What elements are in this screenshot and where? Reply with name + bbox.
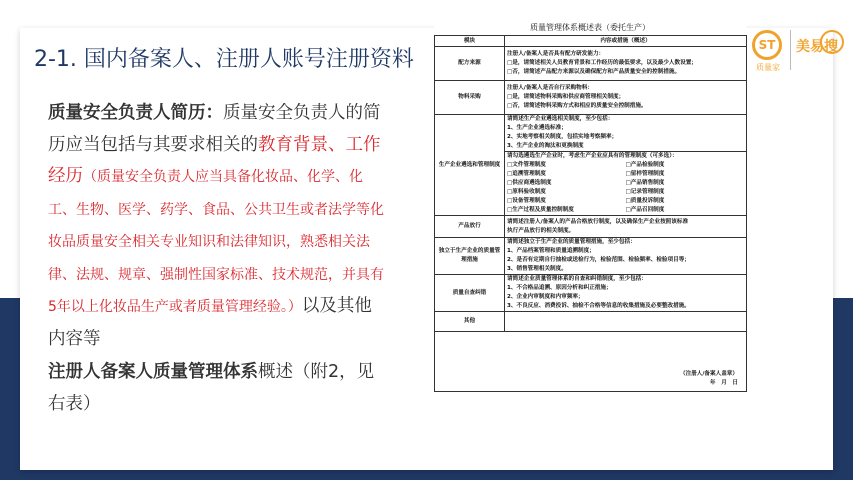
checkbox-option[interactable]: □产品检验制度 xyxy=(625,162,665,168)
checkbox-options xyxy=(507,161,744,215)
form-line: 注册人/备案人是否具有配方研发能力： xyxy=(507,51,605,57)
checkbox-option[interactable]: □留样管理制度 xyxy=(625,171,665,177)
table-row xyxy=(435,81,747,115)
content-production-b xyxy=(505,152,747,216)
form-line: 请勾选遴选生产企业时，考虑生产企业应具有的管理制度（可多选）： xyxy=(507,153,678,159)
form-line: 请简述独立于生产企业的质量管理措施，至少包括： xyxy=(507,239,636,245)
form-line: □是，请简述相关人员教育背景和工作经历的最低要求，以及最少人数设置； xyxy=(507,60,697,66)
table-row xyxy=(435,312,747,332)
checkbox-option[interactable]: □设备管理制度 xyxy=(507,198,546,204)
form-line: 1、生产企业遴选标准； xyxy=(507,125,567,131)
slide-title: 2-1. 国内备案人、注册人账号注册资料 xyxy=(34,47,414,72)
signature-row xyxy=(435,332,747,392)
form-line: 1、不合格品追溯、原因分析和纠正措施； xyxy=(507,285,612,291)
form-line: 2、企业内审制度和内审频率； xyxy=(507,294,584,300)
module-procurement: 物料采购 xyxy=(435,81,505,115)
content-other[interactable] xyxy=(505,312,747,332)
module-production: 生产企业遴选和管理制度 xyxy=(435,115,505,216)
checkbox-option[interactable]: □生产过程及质量控制制度 xyxy=(507,207,574,213)
p1-text-a: 质量安全负责人的简历应当包括与其要求相关的 xyxy=(48,103,381,155)
form-line: 执行产品放行的相关制度。 xyxy=(507,227,575,234)
header-module: 模块 xyxy=(435,36,505,47)
date-label: 年 月 日 xyxy=(710,380,738,386)
form-line: 请简述生产企业遴选相关制度，至少包括： xyxy=(507,116,614,122)
module-formula: 配方来源 xyxy=(435,47,505,81)
checkbox-option[interactable]: □供应商遴选制度 xyxy=(507,180,552,186)
content-production-a xyxy=(505,115,747,152)
content-formula xyxy=(505,47,747,81)
checkbox-option[interactable]: □文件管理制度 xyxy=(507,162,546,168)
form-line: 注册人/备案人是否自行采购物料： xyxy=(507,85,593,91)
checkbox-option[interactable]: □原料验收制度 xyxy=(507,189,546,195)
table-row xyxy=(435,216,747,238)
form-table xyxy=(434,35,747,392)
form-line: 3、不良反应、消费投诉、抽检不合格等信息的收集措施及必要整改措施。 xyxy=(507,303,690,309)
meiyisou-logo: 美易搜 xyxy=(796,39,838,55)
logo-divider xyxy=(790,30,791,70)
table-row xyxy=(435,238,747,275)
content-self-check xyxy=(505,275,747,312)
p1-text-b: 以及其他内容等 xyxy=(48,296,372,349)
form-line: □是，请简述物料采购和供应商管理相关制度； xyxy=(507,94,625,100)
p2-heading: 注册人备案人质量管理体系 xyxy=(48,362,258,382)
form-line: 3、销售管理相关制度。 xyxy=(507,266,567,272)
p2 xyxy=(48,357,388,420)
module-other: 其他 xyxy=(435,312,505,332)
header-content: 内容或措施（概述） xyxy=(505,36,747,47)
module-independent-qm: 独立于生产企业的质量管理措施 xyxy=(435,238,505,275)
content-release xyxy=(505,216,747,238)
content-procurement xyxy=(505,81,747,115)
form-title: 质量管理体系概述表（委托生产） xyxy=(530,23,650,32)
table-row xyxy=(435,275,747,312)
form-line: 1、产品档案管理和质量追溯制度； xyxy=(507,248,595,254)
module-release: 产品放行 xyxy=(435,216,505,238)
qms-overview-form xyxy=(434,18,746,460)
checkbox-option[interactable]: □产品销售制度 xyxy=(625,180,665,186)
signature-label: （注册人/备案人盖章） xyxy=(680,371,738,377)
body-text xyxy=(48,98,388,420)
zhiliangjia-logo: ST xyxy=(752,30,782,60)
module-self-check: 质量自查纠错 xyxy=(435,275,505,312)
form-line: 3、生产企业的淘汰和更换制度 xyxy=(507,143,584,149)
p1-requirements: （质量安全负责人应当具备化妆品、化学、化工、生物、医学、药学、食品、公共卫生或者法学等化妆品质量安全相关专业知识和法律知识，熟悉相关法律、法规、规章、强制性国家标准、技术规范，并具有5年以上化妆品生产或者质量管理经验。） xyxy=(48,169,384,315)
form-line: 请简述注册人/备案人的产品合格放行制度，以及确保生产企业按照该标准 xyxy=(507,218,689,225)
table-row xyxy=(435,115,747,152)
checkbox-option[interactable]: □产品召回制度 xyxy=(625,207,665,213)
checkbox-option[interactable]: □质量投诉制度 xyxy=(625,198,665,204)
form-line: □否，请简述产品配方来源以及确保配方和产品质量安全的控制措施。 xyxy=(507,69,681,75)
form-line: 请简述企业质量管理体系的自查和纠错制度，至少包括： xyxy=(507,276,647,282)
p2-text: 概述（附2，见右表） xyxy=(48,362,375,414)
signature-cell xyxy=(435,332,747,392)
table-row xyxy=(435,47,747,81)
form-line: 2、是否有定期自行抽检或送检行为，检验范围、检验频率、检验项目等； xyxy=(507,257,690,263)
form-line: 2、实地考察相关制度，包括实地考察频率； xyxy=(507,134,618,140)
table-header-row xyxy=(435,36,747,47)
p1-heading: 质量安全负责人简历： xyxy=(48,103,223,123)
form-line: □否，请简述物料采购方式和相应的质量安全控制措施。 xyxy=(507,103,647,109)
zhiliangjia-caption: 质量家 xyxy=(756,63,780,72)
checkbox-option[interactable]: □追溯管理制度 xyxy=(507,171,546,177)
p1-highlight: 教育背景、工作经历 xyxy=(48,134,381,186)
content-independent-qm xyxy=(505,238,747,275)
checkbox-option[interactable]: □记录管理制度 xyxy=(625,189,665,195)
